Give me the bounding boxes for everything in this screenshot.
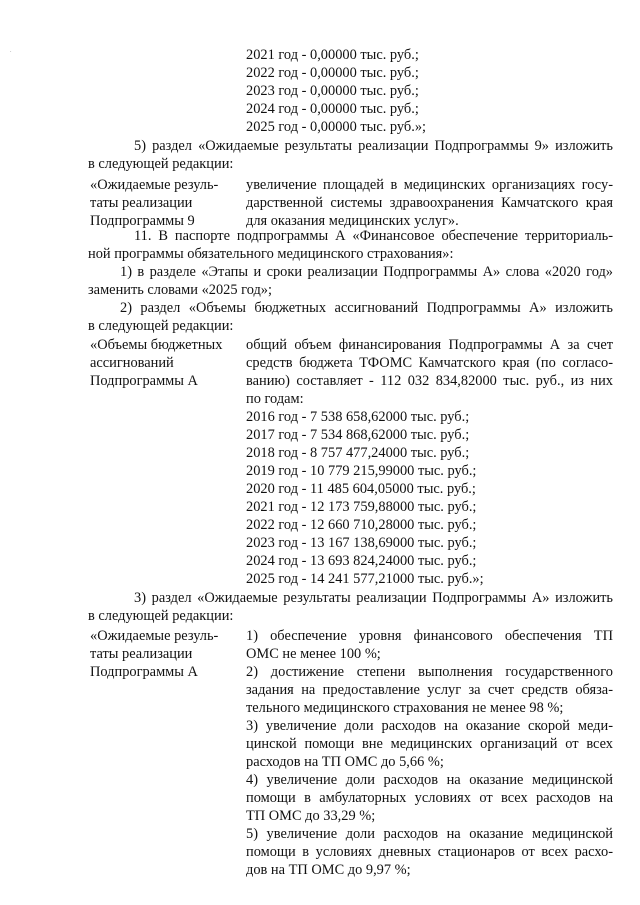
- margin-mark: .: [10, 48, 12, 54]
- resultsA-item5-line2: помощи в условиях дневных стационаров от всех расхо-: [246, 844, 613, 860]
- resultsA-item4-line1: 4) увеличение доли расходов на оказание медицинской: [246, 772, 613, 788]
- item11-line2: ной программы обязательного медицинского страхования»:: [88, 246, 454, 262]
- budgetA-intro-1: общий объем финансирования Подпрограммы А за счет: [246, 337, 613, 353]
- results9-label-3: Подпрограммы 9: [90, 213, 195, 229]
- resultsA-item2-line1: 2) достижение степени выполнения государственного: [246, 664, 613, 680]
- budgetA-label-1: «Объемы бюджетных: [90, 337, 223, 353]
- results9-label-2: таты реализации: [90, 195, 193, 211]
- resultsA-item1-line1: 1) обеспечение уровня финансового обеспечения ТП: [246, 628, 613, 644]
- resultsA-label-1: «Ожидаемые резуль-: [90, 628, 219, 644]
- sub1-line1: 1) в разделе «Этапы и сроки реализации Подпрограммы А» слова «2020 год»: [120, 264, 613, 280]
- resultsA-item3-line3: расходов на ТП ОМС до 5,66 %;: [246, 754, 444, 770]
- resultsA-label-2: таты реализации: [90, 646, 193, 662]
- prog9-year-2021: 2021 год - 0,00000 тыс. руб.;: [246, 47, 419, 63]
- resultsA-item1-line2: ОМС не менее 100 %;: [246, 646, 381, 662]
- budgetA-year-2023: 2023 год - 13 167 138,69000 тыс. руб.;: [246, 535, 477, 551]
- sub2-line2: в следующей редакции:: [88, 318, 234, 334]
- budgetA-intro-4: по годам:: [246, 391, 304, 407]
- resultsA-item4-line2: помощи в амбулаторных условиях от всех расходов на: [246, 790, 613, 806]
- results9-text-3: для оказания медицинских услуг».: [246, 213, 459, 229]
- resultsA-item3-line2: цинской помощи вне медицинских организаций от всех: [246, 736, 613, 752]
- resultsA-item2-line3: тельного медицинского страхования не менее 98 %;: [246, 700, 564, 716]
- prog9-year-2022: 2022 год - 0,00000 тыс. руб.;: [246, 65, 419, 81]
- budgetA-year-2016: 2016 год - 7 538 658,62000 тыс. руб.;: [246, 409, 470, 425]
- prog9-year-2023: 2023 год - 0,00000 тыс. руб.;: [246, 83, 419, 99]
- sub1-line2: заменить словами «2025 год»;: [88, 282, 272, 298]
- budgetA-year-2018: 2018 год - 8 757 477,24000 тыс. руб.;: [246, 445, 470, 461]
- budgetA-year-2017: 2017 год - 7 534 868,62000 тыс. руб.;: [246, 427, 470, 443]
- resultsA-item2-line2: задания на предоставление услуг за счет средств обяза-: [246, 682, 613, 698]
- resultsA-label-3: Подпрограммы А: [90, 664, 198, 680]
- resultsA-item5-line1: 5) увеличение доли расходов на оказание медицинской: [246, 826, 613, 842]
- sub3-line2: в следующей редакции:: [88, 608, 234, 624]
- budgetA-year-2024: 2024 год - 13 693 824,24000 тыс. руб.;: [246, 553, 477, 569]
- resultsA-item4-line3: ТП ОМС до 33,29 %;: [246, 808, 376, 824]
- budgetA-year-2020: 2020 год - 11 485 604,05000 тыс. руб.;: [246, 481, 476, 497]
- budgetA-year-2019: 2019 год - 10 779 215,99000 тыс. руб.;: [246, 463, 477, 479]
- prog9-year-2024: 2024 год - 0,00000 тыс. руб.;: [246, 101, 419, 117]
- budgetA-label-2: ассигнований: [90, 355, 174, 371]
- item5-line1: 5) раздел «Ожидаемые результаты реализации Подпрограммы 9» изложить: [134, 138, 613, 154]
- budgetA-year-2021: 2021 год - 12 173 759,88000 тыс. руб.;: [246, 499, 477, 515]
- item11-line1: 11. В паспорте подпрограммы А «Финансовое обеспечение территориаль-: [134, 228, 613, 244]
- sub3-line1: 3) раздел «Ожидаемые результаты реализации Подпрограммы А» изложить: [134, 590, 613, 606]
- budgetA-year-2025: 2025 год - 14 241 577,21000 тыс. руб.»;: [246, 571, 484, 587]
- sub2-line1: 2) раздел «Объемы бюджетных ассигнований Подпрограммы А» изложить: [120, 300, 613, 316]
- results9-text-2: дарственной системы здравоохранения Камчатского края: [246, 195, 613, 211]
- budgetA-intro-3: ванию) составляет - 112 032 834,82000 тыс. руб., из них: [246, 373, 613, 389]
- budgetA-label-3: Подпрограммы А: [90, 373, 198, 389]
- resultsA-item5-line3: дов на ТП ОМС до 9,97 %;: [246, 862, 411, 878]
- prog9-year-2025: 2025 год - 0,00000 тыс. руб.»;: [246, 119, 427, 135]
- results9-text-1: увеличение площадей в медицинских организациях госу-: [246, 177, 613, 193]
- budgetA-year-2022: 2022 год - 12 660 710,28000 тыс. руб.;: [246, 517, 477, 533]
- item5-line2: в следующей редакции:: [88, 156, 234, 172]
- budgetA-intro-2: средств бюджета ТФОМС Камчатского края (по согласо-: [246, 355, 613, 371]
- results9-label-1: «Ожидаемые резуль-: [90, 177, 219, 193]
- resultsA-item3-line1: 3) увеличение доли расходов на оказание скорой меди-: [246, 718, 613, 734]
